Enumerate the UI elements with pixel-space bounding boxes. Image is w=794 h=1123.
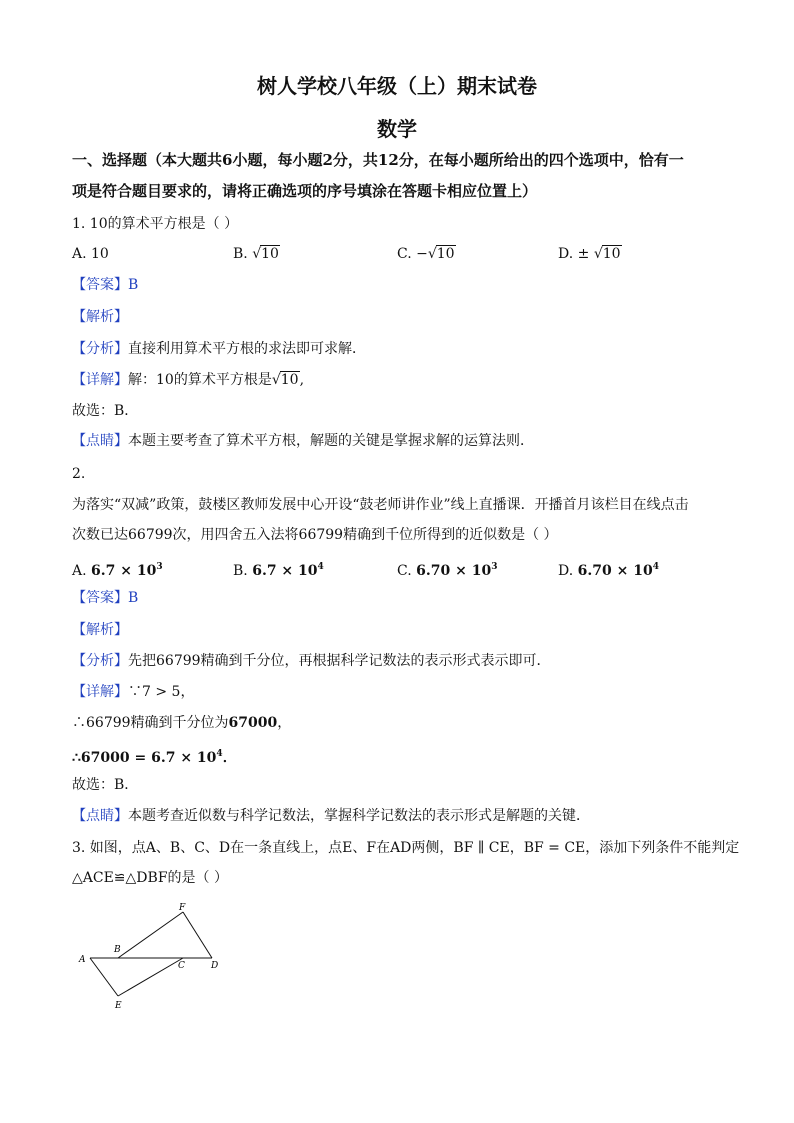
figure-line-bf xyxy=(118,912,183,958)
q1-dianjing-tag: 【点睛】 xyxy=(72,433,128,449)
figure-label-c: C xyxy=(178,961,185,971)
section-heading-line1: 一、选择题（本大题共6小题，每小题2分，共12分，在每小题所给出的四个选项中，恰有一 xyxy=(72,151,684,169)
figure-line-ae xyxy=(90,958,118,996)
q2-fenxi-text: 先把66799精确到千分位，再根据科学记数法的表示形式表示即可． xyxy=(128,653,551,669)
q1-dianjing xyxy=(72,431,534,451)
q2-stem-line1: 为落实“双减”政策，鼓楼区教师发展中心开设“鼓老师讲作业”线上直播课．开播首月该栏目在线点击 xyxy=(72,497,689,513)
section-heading-line2: 项是符合题目要求的，请将正确选项的序号填涂在答题卡相应位置上） xyxy=(72,182,538,200)
q2-option-b-value: 6.7 × 10 xyxy=(252,563,318,579)
q1-xiangjie-end: , xyxy=(299,372,305,388)
q2-stem-line2: 次数已达66799次，用四舍五入法将66799精确到千位所得到的近似数是（ ） xyxy=(72,527,558,543)
figure-label-d: D xyxy=(211,961,219,971)
q1-analysis-tag: 【解析】 xyxy=(72,309,128,325)
q2-step2-text: ∴67000 = 6.7 × 10 xyxy=(72,750,217,766)
q2-option-c xyxy=(397,557,497,581)
q2-option-a xyxy=(72,557,163,581)
q2-fenxi xyxy=(72,651,551,671)
q2-option-a-exp: 3 xyxy=(156,562,163,572)
q1-option-b-label: B. xyxy=(233,246,253,262)
q2-step1-text: ∴66799精确到千分位为 xyxy=(72,715,229,731)
q1-option-b xyxy=(233,244,280,264)
q2-xiangjie-tag: 【详解】 xyxy=(72,684,128,700)
sqrt-icon: √ xyxy=(593,246,603,262)
q1-option-a-text: A. 10 xyxy=(72,246,109,262)
q2-option-c-value: 6.70 × 10 xyxy=(416,563,492,579)
q2-xiangjie xyxy=(72,682,194,702)
q2-dianjing xyxy=(72,806,590,826)
q2-option-d xyxy=(558,557,659,581)
q2-step2-end: ． xyxy=(222,750,237,766)
q2-step1 xyxy=(72,713,291,733)
q2-step2-exp: 4 xyxy=(216,749,223,759)
q2-fenxi-tag: 【分析】 xyxy=(72,653,128,669)
q1-option-d-label: D. ± xyxy=(558,246,594,262)
sqrt-icon: √ xyxy=(427,246,437,262)
q2-option-b-label: B. xyxy=(233,563,248,579)
q1-option-d-radicand: 10 xyxy=(602,246,621,262)
q2-step1-value: 67000 xyxy=(228,715,278,731)
q1-option-c-label: C. − xyxy=(397,246,428,262)
q2-guxuan: 故选：B． xyxy=(72,777,139,793)
q1-option-c xyxy=(397,244,456,264)
q1-guxuan: 故选：B． xyxy=(72,403,139,419)
figure-label-b: B xyxy=(114,945,121,955)
q3-stem-line2: △ACE≌△DBF的是（ ） xyxy=(72,870,228,886)
q2-step1-end: ， xyxy=(277,715,292,731)
figure-label-a: A xyxy=(79,955,86,965)
q2-option-a-value: 6.7 × 10 xyxy=(91,563,157,579)
q2-option-c-exp: 3 xyxy=(491,562,498,572)
q1-xiangjie-radicand: 10 xyxy=(280,372,299,388)
figure-line-fd xyxy=(183,912,212,958)
figure-label-f: F xyxy=(179,903,186,913)
q1-fenxi-tag: 【分析】 xyxy=(72,341,128,357)
q1-stem: 1. 10的算术平方根是（ ） xyxy=(72,216,239,232)
q2-xiangjie-text: ∵7 > 5， xyxy=(128,684,195,700)
q1-xiangjie-tag: 【详解】 xyxy=(72,372,128,388)
q3-geometry-figure xyxy=(72,898,232,1018)
q1-fenxi xyxy=(72,339,366,359)
q2-analysis-tag: 【解析】 xyxy=(72,622,128,638)
q1-dianjing-text: 本题主要考查了算术平方根，解题的关键是掌握求解的运算法则． xyxy=(128,433,534,449)
page-title: 树人学校八年级（上）期末试卷 xyxy=(257,74,537,98)
q1-xiangjie xyxy=(72,370,304,390)
sqrt-icon: √ xyxy=(252,246,262,262)
q1-xiangjie-text: 解：10的算术平方根是 xyxy=(128,372,272,388)
q2-option-d-label: D. xyxy=(558,563,574,579)
q1-option-b-radicand: 10 xyxy=(261,246,279,262)
page-subtitle: 数学 xyxy=(377,117,417,141)
q3-stem-line1: 3. 如图，点A、B、C、D在一条直线上，点E、F在AD两侧，BF ∥ CE，BF = CE，添加下列条件不能判定 xyxy=(72,840,740,856)
q1-fenxi-text: 直接利用算术平方根的求法即可求解． xyxy=(128,341,366,357)
q2-option-b-exp: 4 xyxy=(317,562,324,572)
sqrt-icon: √ xyxy=(271,372,281,388)
figure-label-e: E xyxy=(115,1001,122,1011)
q1-option-c-radicand: 10 xyxy=(436,246,455,262)
q2-option-a-label: A. xyxy=(72,563,87,579)
q2-answer: 【答案】B xyxy=(72,590,139,606)
q2-option-d-exp: 4 xyxy=(652,562,659,572)
q2-dianjing-tag: 【点睛】 xyxy=(72,808,128,824)
q2-option-b xyxy=(233,557,324,581)
figure-line-ec xyxy=(118,958,183,996)
q1-answer: 【答案】B xyxy=(72,277,139,293)
q2-step2 xyxy=(72,744,237,768)
q2-dianjing-text: 本题考查近似数与科学记数法，掌握科学记数法的表示形式是解题的关键． xyxy=(128,808,590,824)
q2-number: 2. xyxy=(72,466,86,482)
q1-option-d xyxy=(558,244,622,264)
q2-option-d-value: 6.70 × 10 xyxy=(577,563,653,579)
q2-option-c-label: C. xyxy=(397,563,412,579)
q1-option-a xyxy=(72,244,109,264)
